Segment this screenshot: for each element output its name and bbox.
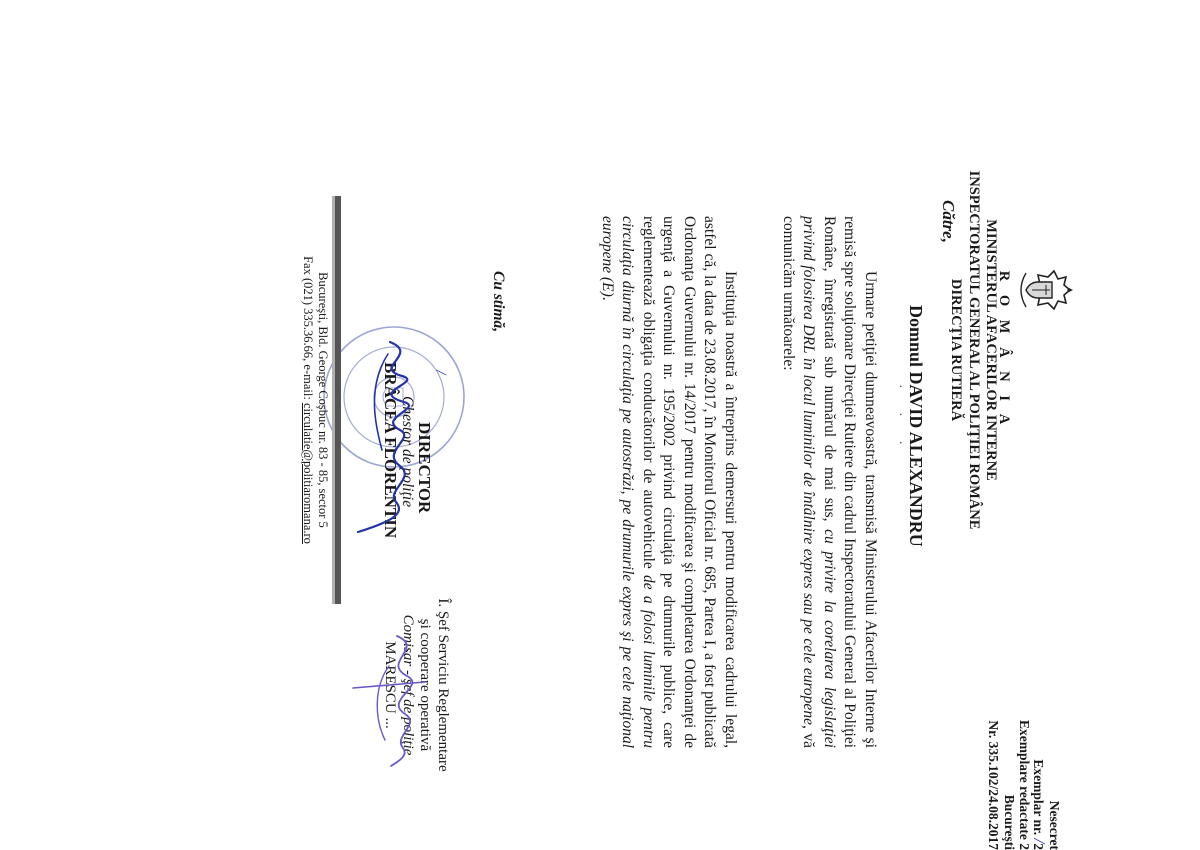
copy-label: Exemplar nr.	[1031, 759, 1046, 836]
copy-line: Exemplar nr. /2	[1030, 759, 1049, 850]
p2-italic: de a folosi luminile pentru circulaţia diurnă în circulaţia pe autostrăzi, pe drumurile expres şi pe cele naţional europene (E)	[599, 216, 657, 748]
footer-address: Bucureşti, Bld. George Coşbuc nr. 83 - 85, sector 5	[316, 272, 330, 528]
addressee-dots: · · ·	[892, 384, 907, 455]
body-paragraph-2	[597, 216, 741, 748]
footer	[300, 196, 330, 604]
copy-number: 2	[1031, 843, 1046, 850]
closing-text: Cu stimă,	[490, 271, 507, 333]
director-mark: /	[431, 368, 450, 376]
footer-rule-shadow	[332, 196, 335, 604]
salutation-to: Către,	[939, 200, 958, 243]
service-line-4: MARESCU ...	[382, 641, 399, 729]
service-head-signature-icon	[350, 622, 455, 772]
director-name: BRÂCEA FLORENTIN	[381, 362, 400, 539]
director-title: DIRECTOR	[415, 422, 434, 514]
p1-italic: cu privire la corelarea legislaţiei privind folosirea DRL în locul luminilor de întâlnire expres sau pe cele europene	[800, 216, 838, 748]
service-line-1: Î. Şef Serviciu Reglementare	[435, 598, 451, 772]
header-directorate: DIRECŢIA RUTIERĂ	[948, 278, 964, 422]
coat-of-arms-icon	[1012, 265, 1074, 315]
director-signature-icon	[334, 318, 430, 548]
body-paragraph-1	[778, 216, 881, 748]
header-country: R O M Â N I A	[996, 270, 1012, 430]
header-ministry: MINISTERUL AFACERILOR INTERNE	[983, 219, 999, 481]
registration-number: Nr. 335.102/24.08.2017	[986, 720, 1001, 850]
footer-contact	[300, 196, 315, 604]
addressee-name: Domnul DAVID ALEXANDRU	[906, 305, 926, 547]
service-line-3: Comisar - şef de poliţie	[400, 614, 416, 756]
p1-text: Urmare petiţiei dumneavoastră, transmisă Ministerului Afacerilor Interne şi remisă spre soluţionare Direcţiei Rutiere din cadrul Inspectoratului General al Poliţiei Române, înregistrată sub numărul de mai sus,	[821, 216, 879, 748]
p2-end: .	[599, 296, 616, 301]
p1-end: , vă comunicăm următoarele:	[780, 216, 818, 748]
secrecy-label: Nesecret	[1047, 800, 1062, 850]
service-line-2: şi cooperare operativă	[417, 618, 434, 752]
copies-label: Exemplare redactate 2	[1017, 720, 1032, 850]
city-label: Bucureşti	[1002, 794, 1017, 850]
footer-fax: Fax (021) 335.36.66, e-mail:	[301, 256, 315, 403]
p2-text: Instituţia noastră a întreprins demersuri pentru modificarea cadrului legal, astfel că, la data de 23.08.2017, în Monitorul Oficial nr. 685, Partea I, a fost publicată Ordonanţa Guvernului nr. 14/2017 pentru modificarea şi completarea Ordonanţei de urgenţă a Guvernului nr. 195/2002 privind circulaţia pe drumurile publice, care reglementează obligaţia conducătorilor de autovehicule	[640, 216, 739, 748]
header-inspectorate: INSPECTORATUL GENERAL AL POLIŢIEI ROMÂNE	[966, 170, 982, 530]
footer-email-link[interactable]: circulatie@politiaromana.ro	[301, 402, 315, 544]
footer-rule	[335, 196, 341, 604]
director-rank: Chestor de poliţie	[399, 396, 416, 508]
